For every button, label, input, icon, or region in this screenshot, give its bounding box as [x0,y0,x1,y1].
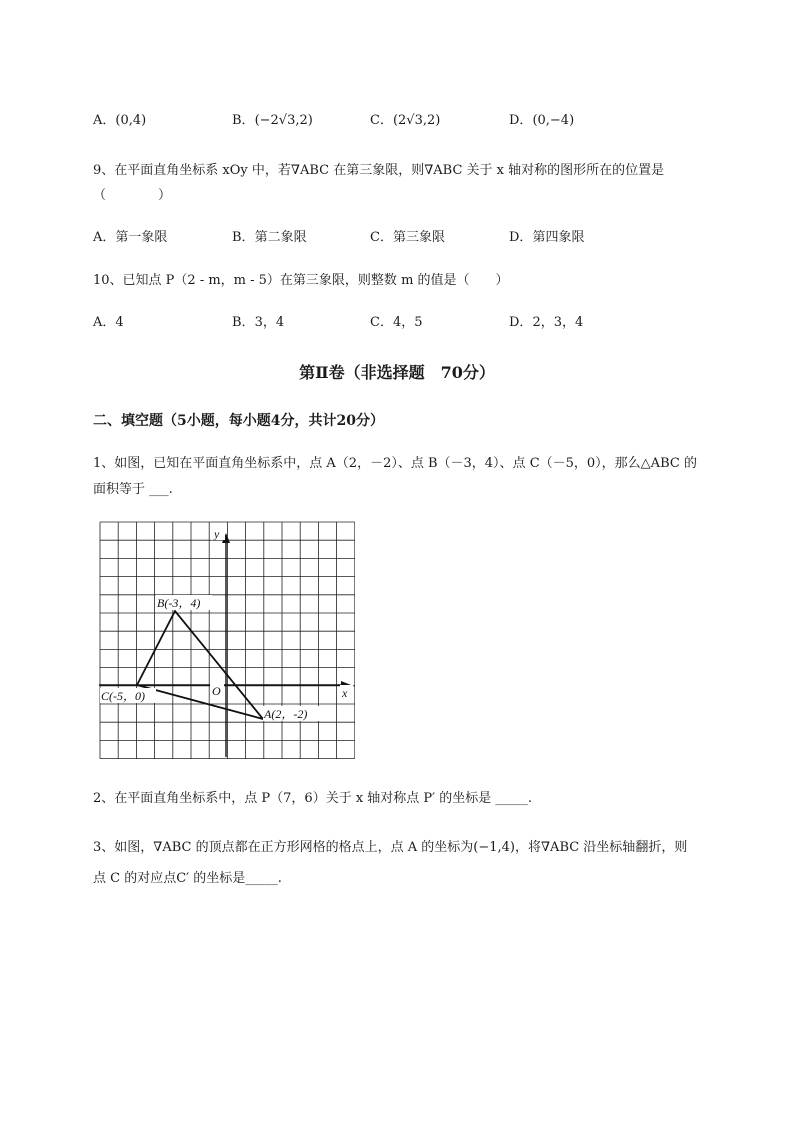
q10-option-b [232,311,284,330]
option-value: (0,4) [115,113,147,128]
option-value: 4 [115,315,124,330]
option-label: A． [93,113,116,128]
option-value: 第一象限 [115,230,168,245]
x-axis-label: x [342,686,348,700]
q8-option-a [93,109,146,128]
option-label: A． [93,230,116,245]
option-label: D． [509,315,533,330]
point-a-label: A(2，-2) [264,707,308,721]
q8-option-d [509,109,574,128]
grid-svg [99,521,355,759]
option-label: C． [370,113,393,128]
coordinate-grid-figure [99,521,355,763]
option-value: 第四象限 [532,230,585,245]
grid-lines [100,522,355,759]
q8-option-b [232,109,313,128]
f2-stem: 2、在平面直角坐标系中，点 P（7，6）关于 x 轴对称点 P′ 的坐标是 _____. [93,791,533,806]
option-label: D． [509,113,533,128]
option-label: C． [370,315,393,330]
q9-option-b [232,226,307,245]
q9-stem-line1: 9、在平面直角坐标系 xOy 中，若∇ABC 在第三象限，则∇ABC 关于 x 轴对称的图形所在的位置是 [93,163,665,178]
option-label: D． [509,230,533,245]
option-value: (2√3,2) [392,113,441,128]
option-value: 第二象限 [254,230,307,245]
section-title: 第Ⅱ卷（非选择题 70分） [299,363,495,382]
option-value: 第三象限 [392,230,445,245]
y-axis-label: y [214,527,220,541]
f1-stem-line1: 1、如图，已知在平面直角坐标系中，点 A（2，－2）、点 B（－3，4）、点 C（－5，0），那么△ABC 的 [93,456,697,471]
option-label: B． [232,113,255,128]
q8-option-c [370,109,440,128]
origin-label: O [212,684,221,698]
option-value: (−2√3,2) [254,113,313,128]
option-value: (0,−4) [532,113,575,128]
point-b-label: B(-3，4) [157,596,201,610]
q10-option-d [509,311,583,330]
option-value: 4，5 [392,315,423,330]
q10-stem: 10、已知点 P（2 - m，m - 5）在第三象限，则整数 m 的值是（ ） [93,273,509,288]
q9-option-d [509,226,584,245]
f1-stem-line2: 面积等于 ___. [93,482,173,497]
option-label: B． [232,315,255,330]
q9-option-a [93,226,167,245]
q10-option-c [370,311,423,330]
option-value: 3，4 [254,315,285,330]
f3-stem-line1: 3、如图，∇ABC 的顶点都在正方形网格的格点上，点 A 的坐标为(−1,4)，将∇ABC 沿坐标轴翻折，则 [93,840,688,855]
option-label: B． [232,230,255,245]
fill-in-heading: 二、填空题（5小题，每小题4分，共计20分） [93,413,384,429]
q9-stem-line2: （ ） [93,188,172,203]
point-c-label: C(-5，0) [101,689,145,703]
option-value: 2，3，4 [532,315,584,330]
option-label: C． [370,230,393,245]
option-label: A． [93,315,116,330]
q10-option-a [93,311,124,330]
f3-stem-line2: 点 C 的对应点C′ 的坐标是_____. [93,871,282,886]
q9-option-c [370,226,445,245]
